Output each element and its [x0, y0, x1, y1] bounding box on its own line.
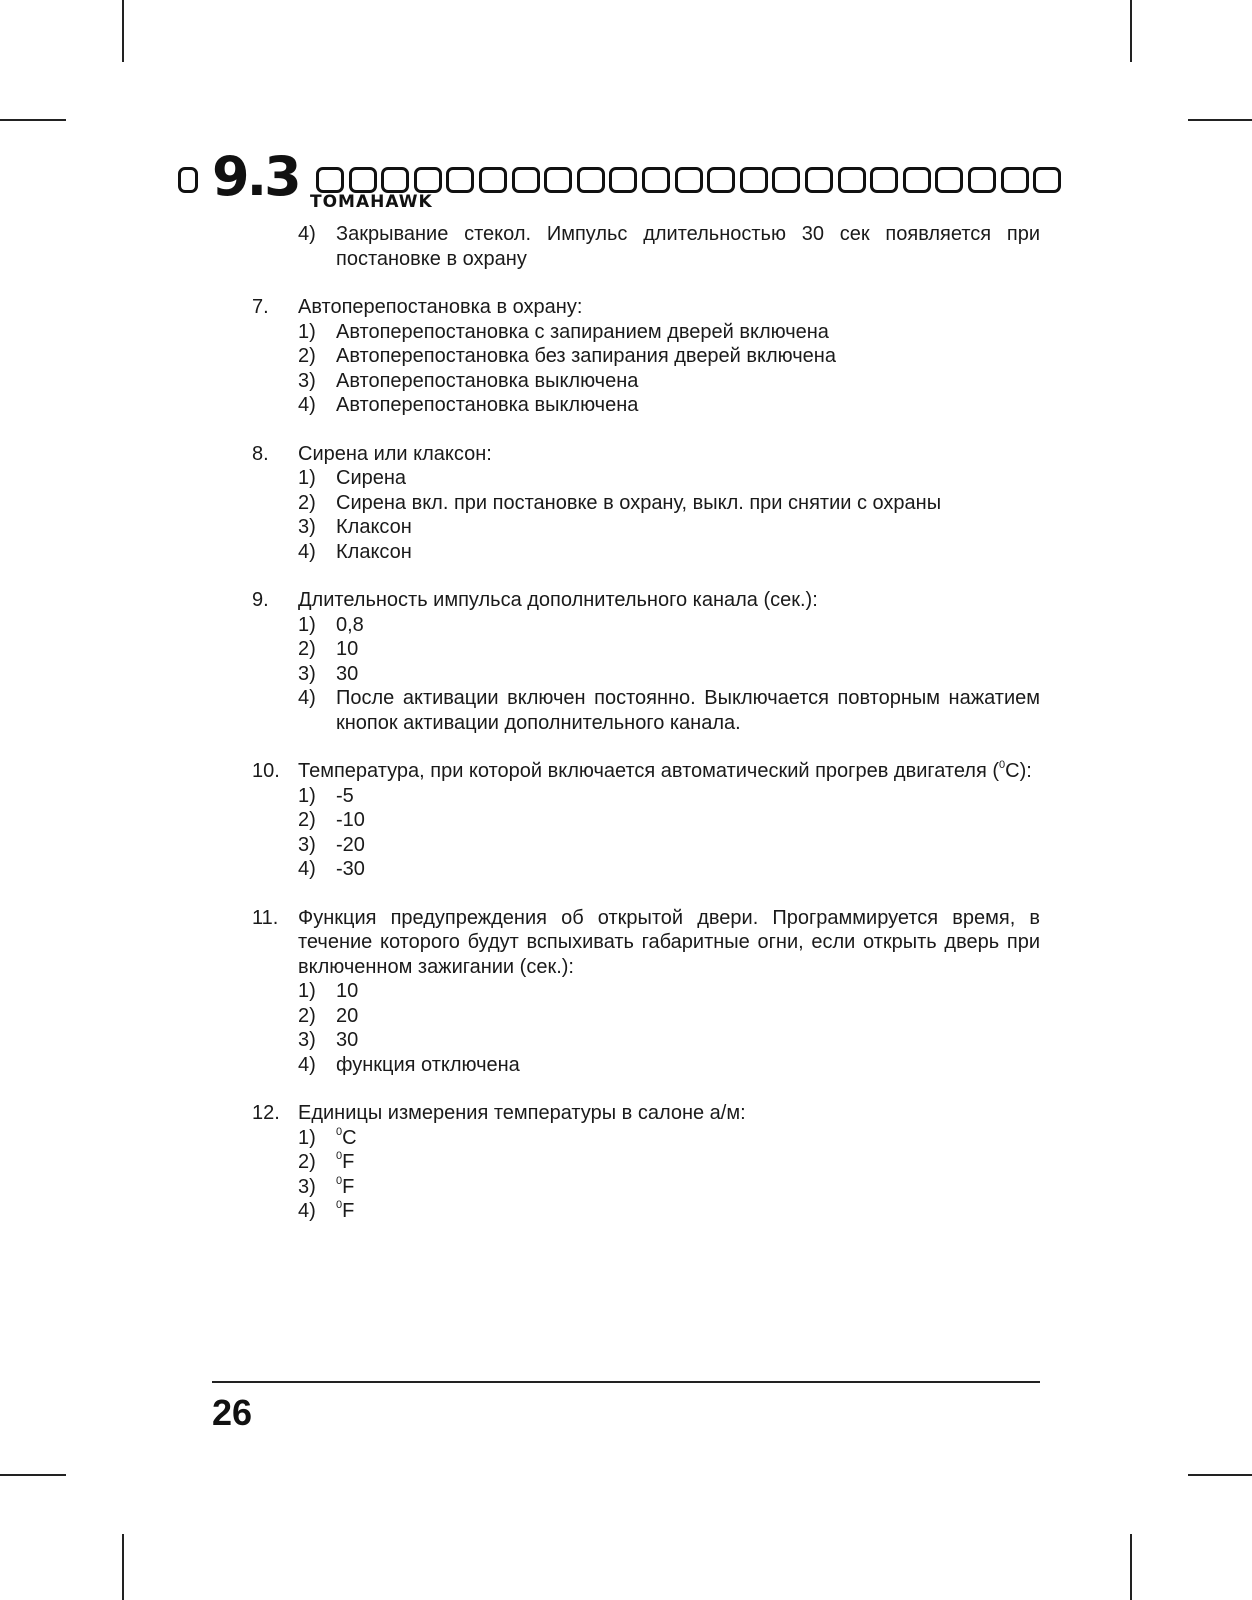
question-text-main: Длительность импульса дополнительного канала (сек.):	[298, 589, 818, 611]
answer-number: 1)	[298, 784, 316, 807]
question-item	[252, 295, 1040, 418]
answer-option	[298, 833, 1040, 858]
page-number: 26	[212, 1392, 253, 1433]
degree-superscript: 0	[336, 1125, 343, 1138]
answer-text-value: Закрывание стекол. Импульс длительностью 30 сек появляется при постановке в охрану	[336, 223, 1040, 270]
model-number: 9.3	[212, 145, 299, 208]
answer-option	[298, 613, 1040, 638]
answer-option	[298, 1028, 1040, 1053]
header-box-icon	[512, 167, 540, 193]
answer-text	[336, 613, 1040, 638]
header-box-icon	[316, 167, 344, 193]
question-item	[252, 442, 1040, 565]
crop-mark	[1130, 0, 1132, 62]
header-box-icon	[772, 167, 800, 193]
header-box-icon	[740, 167, 768, 193]
answer-text-value: После активации включен постоянно. Выключается повторным нажатием кнопок активации дополнительного канала.	[336, 687, 1040, 734]
answer-text-value: F	[342, 1175, 355, 1198]
answer-number: 3)	[298, 833, 316, 856]
question-text-main: Сирена или клаксон:	[298, 442, 492, 465]
question-number: 11.	[252, 906, 279, 929]
answer-text	[336, 466, 1040, 491]
header-box-icon	[1033, 167, 1061, 193]
answer-number: 4)	[298, 1053, 316, 1076]
header-box-icon	[707, 167, 735, 193]
answer-option	[298, 540, 1040, 565]
answer-text	[336, 540, 1040, 565]
header-box-icon	[805, 167, 833, 193]
answer-number: 1)	[298, 320, 316, 343]
answer-number: 3)	[298, 1029, 316, 1051]
header-box-icon	[675, 167, 703, 193]
header-box-icon	[577, 167, 605, 193]
answer-text-value: 30	[336, 662, 359, 685]
question-text-main: Функция предупреждения об открытой двери. Программируется время, в течение которого будут вспыхивать габаритные огни, если открыть дверь при включенном зажигании (сек.):	[298, 906, 1040, 978]
answer-text	[336, 344, 1040, 369]
question-item	[252, 906, 1040, 1078]
answer-text-value: Автоперепостановка выключена	[336, 394, 639, 416]
answer-option	[298, 466, 1040, 491]
answer-option	[298, 808, 1040, 833]
question-item	[252, 1101, 1040, 1224]
answer-option	[298, 320, 1040, 345]
answer-number: 4)	[298, 540, 316, 563]
answer-number: 4)	[298, 223, 316, 245]
answer-text-value: Клаксон	[336, 540, 412, 563]
answer-text-value: -5	[336, 784, 354, 807]
degree-superscript: 0	[336, 1174, 343, 1187]
crop-mark	[122, 0, 124, 62]
question-item	[252, 222, 1040, 271]
answer-option	[298, 1053, 1040, 1078]
answer-number: 4)	[298, 687, 316, 709]
answer-text	[336, 1053, 1040, 1078]
question-number: 9.	[252, 589, 269, 611]
answer-text	[336, 784, 1040, 809]
question-row	[252, 295, 1040, 320]
answer-option	[298, 857, 1040, 882]
crop-mark	[122, 1534, 124, 1600]
answer-option	[298, 1199, 1040, 1224]
answer-text	[336, 320, 1040, 345]
header-box-icon	[479, 167, 507, 193]
answer-text	[336, 1150, 1040, 1175]
answer-text	[336, 515, 1040, 540]
answer-number: 4)	[298, 1200, 316, 1222]
answer-option	[298, 1175, 1040, 1200]
answer-text-value: функция отключена	[336, 1053, 520, 1076]
header-box-icon	[544, 167, 572, 193]
page-header	[178, 145, 1078, 220]
answer-text-value: -10	[336, 809, 365, 831]
answer-text-value: -30	[336, 858, 365, 880]
answer-option	[298, 491, 1040, 516]
answer-text-value: Клаксон	[336, 516, 412, 538]
answer-option	[298, 369, 1040, 394]
answer-option	[298, 393, 1040, 418]
answer-text	[336, 857, 1040, 882]
answer-number: 2)	[298, 1151, 316, 1173]
answer-text	[336, 979, 1040, 1004]
answer-text-value: F	[342, 1151, 355, 1173]
answer-number: 1)	[298, 467, 316, 489]
question-number: 12.	[252, 1102, 280, 1124]
answer-text	[336, 369, 1040, 394]
answer-text-value: 10	[336, 980, 359, 1002]
answer-number: 2)	[298, 1004, 316, 1027]
question-text	[298, 1101, 1040, 1126]
answer-text-value: Автоперепостановка без запирания дверей включена	[336, 345, 836, 367]
question-row	[252, 1101, 1040, 1126]
answer-text-value: Автоперепостановка с запиранием дверей включена	[336, 320, 829, 343]
answer-number: 3)	[298, 516, 316, 538]
answer-option	[298, 1004, 1040, 1029]
answer-text	[336, 808, 1040, 833]
answer-text-value: Автоперепостановка выключена	[336, 369, 639, 392]
crop-mark	[1130, 1534, 1132, 1600]
header-box-icon	[642, 167, 670, 193]
question-item	[252, 588, 1040, 735]
answer-option	[298, 637, 1040, 662]
answer-option	[298, 222, 1040, 271]
answer-text	[336, 833, 1040, 858]
answer-text	[336, 222, 1040, 271]
header-box-icon	[903, 167, 931, 193]
header-box-icon	[935, 167, 963, 193]
settings-list	[252, 222, 1040, 1224]
answer-option	[298, 686, 1040, 735]
answer-text	[336, 1126, 1040, 1151]
footer-divider	[212, 1381, 1040, 1383]
answer-number: 3)	[298, 1175, 316, 1198]
answer-text	[336, 1004, 1040, 1029]
answer-text-value: 10	[336, 638, 359, 660]
answer-option	[298, 662, 1040, 687]
answer-option	[298, 979, 1040, 1004]
answer-number: 2)	[298, 638, 316, 660]
question-number: 7.	[252, 296, 269, 318]
answer-text-value: F	[342, 1200, 355, 1222]
header-box-icon	[870, 167, 898, 193]
crop-mark	[1188, 119, 1252, 121]
answer-text-value: -20	[336, 833, 365, 856]
crop-mark	[0, 119, 66, 121]
answer-number: 1)	[298, 1126, 316, 1149]
question-number: 10.	[252, 760, 280, 782]
answer-text	[336, 491, 1040, 516]
crop-mark	[1188, 1474, 1252, 1476]
question-text-tail: C):	[1005, 760, 1032, 782]
answer-option	[298, 515, 1040, 540]
question-number: 8.	[252, 442, 269, 465]
question-row	[252, 442, 1040, 467]
header-box-icon	[968, 167, 996, 193]
answer-text	[336, 662, 1040, 687]
header-box-icon	[414, 167, 442, 193]
answer-option	[298, 784, 1040, 809]
answer-text-value: Сирена вкл. при постановке в охрану, выкл. при снятии с охраны	[336, 491, 942, 514]
question-text	[298, 759, 1040, 784]
answer-text-value: Сирена	[336, 467, 407, 489]
answer-option	[298, 1126, 1040, 1151]
question-item	[252, 759, 1040, 882]
header-box-icon	[609, 167, 637, 193]
degree-superscript: 0	[999, 759, 1006, 771]
header-box-icon	[349, 167, 377, 193]
answer-text-value: 0,8	[336, 613, 364, 636]
question-row	[252, 759, 1040, 784]
answer-number: 2)	[298, 491, 316, 514]
answer-option	[298, 344, 1040, 369]
answer-text-value: 20	[336, 1004, 359, 1027]
header-box-icon	[381, 167, 409, 193]
answer-number: 4)	[298, 394, 316, 416]
answer-option	[298, 1150, 1040, 1175]
header-box-icon	[178, 167, 198, 193]
header-box-icon	[838, 167, 866, 193]
answer-text	[336, 1028, 1040, 1053]
answer-number: 2)	[298, 345, 316, 367]
question-text	[298, 588, 1040, 613]
answer-number: 3)	[298, 369, 316, 392]
question-text-main: Автоперепостановка в охрану:	[298, 296, 583, 318]
answer-number: 3)	[298, 662, 316, 685]
answer-text	[336, 1199, 1040, 1224]
question-text	[298, 295, 1040, 320]
answer-number: 1)	[298, 980, 316, 1002]
question-text-main: Температура, при которой включается автоматический прогрев двигателя (	[298, 760, 1000, 782]
answer-text-value: 30	[336, 1029, 359, 1051]
answer-number: 2)	[298, 809, 316, 831]
answer-number: 4)	[298, 858, 316, 880]
answer-text	[336, 1175, 1040, 1200]
question-text	[298, 906, 1040, 980]
question-text	[298, 442, 1040, 467]
answer-text	[336, 686, 1040, 735]
header-box-icon	[1001, 167, 1029, 193]
degree-superscript: 0	[336, 1199, 343, 1211]
brand-name: TOMAHAWK	[310, 192, 433, 212]
answer-number: 1)	[298, 613, 316, 636]
answer-text-value: C	[342, 1126, 357, 1149]
degree-superscript: 0	[336, 1150, 343, 1162]
answer-text	[336, 393, 1040, 418]
crop-mark	[0, 1474, 66, 1476]
question-text-main: Единицы измерения температуры в салоне а/м:	[298, 1102, 746, 1124]
answer-text	[336, 637, 1040, 662]
question-row	[252, 906, 1040, 980]
header-box-icon	[446, 167, 474, 193]
question-row	[252, 588, 1040, 613]
